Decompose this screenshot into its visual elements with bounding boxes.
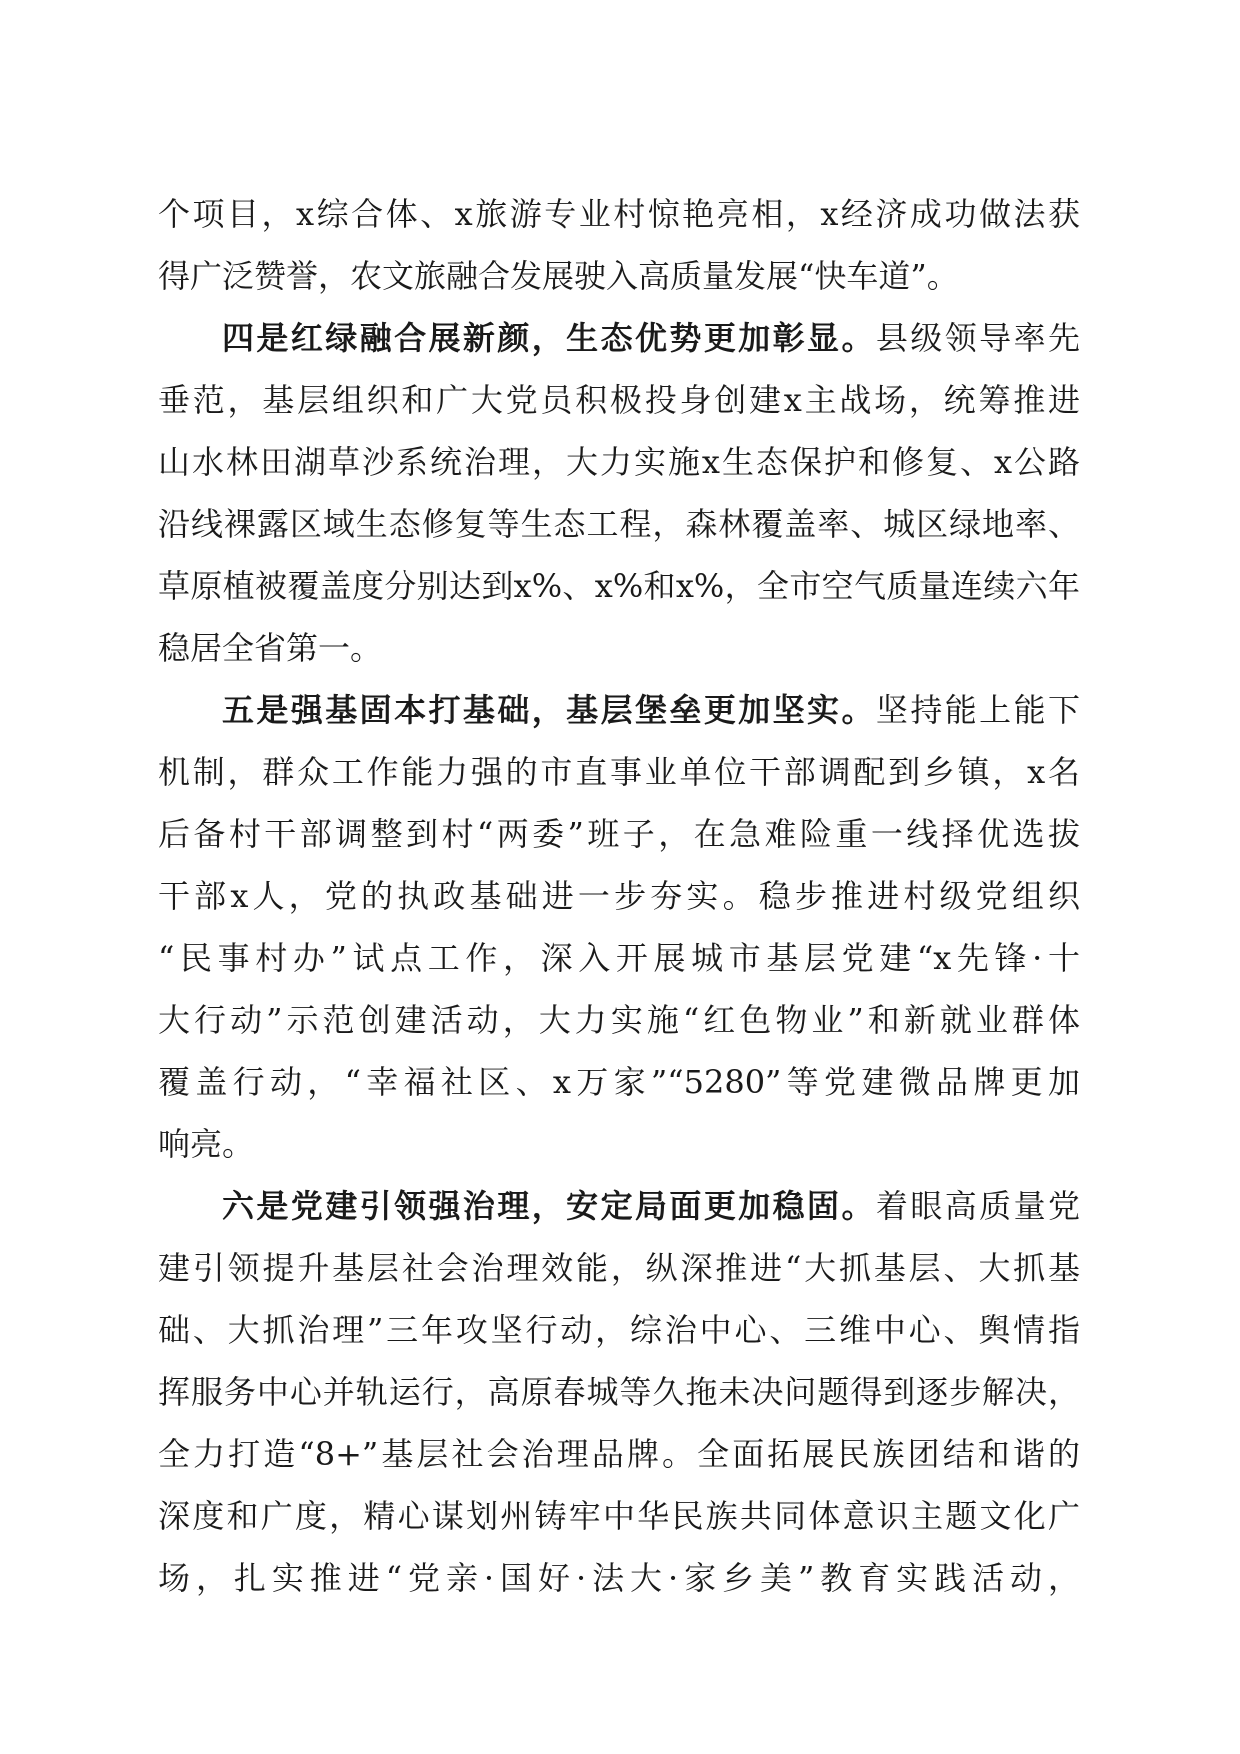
text-line: 沿线裸露区域生态修复等生态工程，森林覆盖率、城区绿地率、 (158, 505, 1080, 543)
text-line: 稳居全省第一。 (158, 629, 383, 667)
paragraph (158, 1175, 1080, 1609)
text-line: 个项目，x综合体、x旅游专业村惊艳亮相，x经济成功做法获 (158, 195, 1080, 233)
line-text: 坚持能上能下 (875, 691, 1080, 729)
text-line: 草原植被覆盖度分别达到x%、x%和x%，全市空气质量连续六年 (158, 567, 1080, 605)
text-line: 后备村干部调整到村“两委”班子，在急难险重一线择优选拔 (158, 815, 1080, 853)
paragraph (158, 183, 1080, 307)
text-line: 垂范，基层组织和广大党员积极投身创建x主战场，统筹推进 (158, 381, 1080, 419)
text-line: 山水林田湖草沙系统治理，大力实施x生态保护和修复、x公路 (158, 443, 1080, 481)
text-line: 础、大抓治理”三年攻坚行动，综治中心、三维中心、舆情指 (158, 1311, 1080, 1349)
paragraph-heading: 六是党建引领强治理，安定局面更加稳固。 (222, 1187, 876, 1225)
text-line: 深度和广度，精心谋划州铸牢中华民族共同体意识主题文化广 (158, 1497, 1080, 1535)
text-line: 得广泛赞誉，农文旅融合发展驶入高质量发展“快车道”。 (158, 257, 959, 295)
text-line: 建引领提升基层社会治理效能，纵深推进“大抓基层、大抓基 (158, 1249, 1080, 1287)
text-line: 机制，群众工作能力强的市直事业单位干部调配到乡镇，x名 (158, 753, 1080, 791)
paragraph (158, 307, 1080, 679)
line-text: 着眼高质量党 (875, 1187, 1080, 1225)
document-body (158, 183, 1080, 1609)
text-line: 全力打造“8+”基层社会治理品牌。全面拓展民族团结和谐的 (158, 1435, 1080, 1473)
line-text: 县级领导率先 (875, 319, 1080, 357)
text-line: 挥服务中心并轨运行，高原春城等久拖未决问题得到逐步解决， (158, 1373, 1080, 1411)
text-line (158, 307, 1080, 369)
text-line: 大行动”示范创建活动，大力实施“红色物业”和新就业群体 (158, 1001, 1080, 1039)
paragraph-heading: 四是红绿融合展新颜，生态优势更加彰显。 (222, 319, 876, 357)
text-line: “民事村办”试点工作，深入开展城市基层党建“x先锋·十 (158, 939, 1080, 977)
paragraph (158, 679, 1080, 1175)
text-line: 干部x人，党的执政基础进一步夯实。稳步推进村级党组织 (158, 877, 1080, 915)
paragraph-heading: 五是强基固本打基础，基层堡垒更加坚实。 (222, 691, 876, 729)
text-line (158, 1175, 1080, 1237)
text-line (158, 679, 1080, 741)
text-line: 响亮。 (158, 1125, 255, 1163)
text-line: 场，扎实推进“党亲·国好·法大·家乡美”教育实践活动， (158, 1559, 1080, 1597)
text-line: 覆盖行动，“幸福社区、x万家”“5280”等党建微品牌更加 (158, 1063, 1080, 1101)
